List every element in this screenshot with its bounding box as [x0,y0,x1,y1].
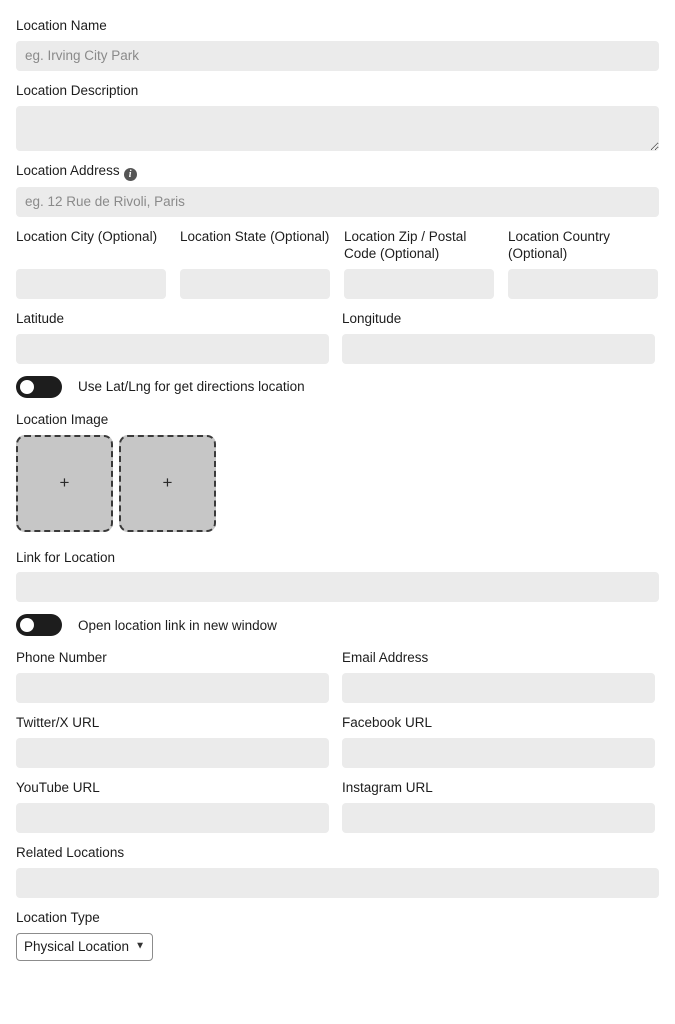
location-description-input[interactable] [16,106,659,151]
longitude-input[interactable] [342,334,655,364]
related-locations-input[interactable] [16,868,659,898]
open-link-new-window-toggle[interactable] [16,614,62,636]
location-city-label: Location City (Optional) [16,228,158,244]
field-group-location-zip [344,229,495,299]
field-group-email [342,650,655,703]
field-group-phone [16,650,329,703]
field-group-longitude [342,311,655,364]
field-group-location-name [16,18,659,71]
location-state-label: Location State (Optional) [180,228,330,244]
field-group-instagram [342,780,655,833]
plus-icon: + [59,473,70,492]
plus-icon: + [162,473,173,492]
location-description-label: Location Description [16,82,139,98]
latitude-input[interactable] [16,334,329,364]
longitude-label: Longitude [342,310,402,326]
new-window-toggle-row[interactable] [16,614,659,636]
location-link-input[interactable] [16,572,659,602]
location-zip-input[interactable] [344,269,494,299]
twitter-input[interactable] [16,738,329,768]
location-type-select[interactable] [16,933,153,961]
location-image-label: Location Image [16,411,109,427]
address-detail-row [16,229,659,299]
field-group-location-description [16,83,659,151]
location-address-input[interactable] [16,187,659,217]
youtube-instagram-row [16,780,659,833]
email-input[interactable] [342,673,655,703]
use-latlng-toggle-label: Use Lat/Lng for get directions location [78,379,305,395]
field-group-location-city [16,229,167,299]
location-type-label: Location Type [16,909,100,925]
youtube-label: YouTube URL [16,780,100,796]
location-address-label [16,163,659,181]
phone-email-row [16,650,659,703]
location-zip-label: Location Zip / Postal Code (Optional) [344,228,467,261]
field-group-location-state [180,229,331,299]
field-group-location-link [16,550,659,603]
open-link-new-window-label: Open location link in new window [78,617,277,633]
phone-label: Phone Number [16,650,107,666]
location-country-input[interactable] [508,269,658,299]
youtube-input[interactable] [16,803,329,833]
latitude-label: Latitude [16,310,65,326]
field-group-location-address [16,163,659,217]
latlng-row [16,311,659,364]
location-city-input[interactable] [16,269,166,299]
location-type-select-wrap[interactable] [16,933,153,961]
field-group-location-type [16,910,659,961]
location-name-input[interactable] [16,41,659,71]
facebook-input[interactable] [342,738,655,768]
add-image-slot-1[interactable] [16,435,113,532]
field-group-related-locations [16,845,659,898]
field-group-twitter [16,715,329,768]
twitter-label: Twitter/X URL [16,715,100,731]
field-group-youtube [16,780,329,833]
location-address-label-text: Location Address [16,162,120,178]
email-label: Email Address [342,650,429,666]
location-link-label: Link for Location [16,549,116,565]
instagram-label: Instagram URL [342,780,433,796]
location-country-label: Location Country (Optional) [508,228,611,261]
image-upload-list [16,435,659,532]
add-image-slot-2[interactable] [119,435,216,532]
chevron-down-icon: ▼ [135,940,145,952]
info-icon[interactable]: i [124,168,137,181]
instagram-input[interactable] [342,803,655,833]
location-name-label: Location Name [16,18,107,33]
latlng-toggle-row[interactable] [16,376,659,398]
field-group-location-image [16,412,659,532]
use-latlng-toggle[interactable] [16,376,62,398]
location-state-input[interactable] [180,269,330,299]
phone-input[interactable] [16,673,329,703]
twitter-facebook-row [16,715,659,768]
field-group-location-country [508,229,659,299]
facebook-label: Facebook URL [342,715,433,731]
field-group-facebook [342,715,655,768]
field-group-latitude [16,311,329,364]
related-locations-label: Related Locations [16,845,125,860]
